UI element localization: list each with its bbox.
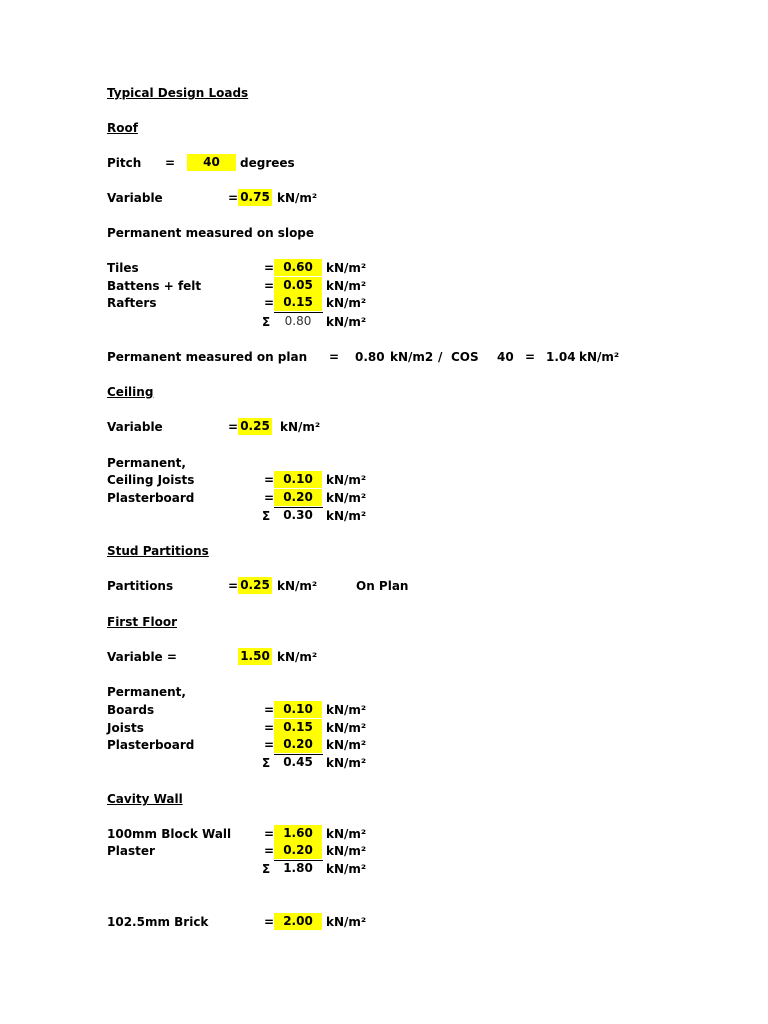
- roof-plan-cos: COS: [451, 350, 479, 364]
- roof-plan-sum: 0.80: [355, 350, 385, 364]
- roof-item-equals: =: [264, 296, 275, 310]
- ceiling-heading: Ceiling: [107, 385, 154, 399]
- first-floor-item-label: Joists: [107, 721, 144, 735]
- roof-sigma: Σ: [262, 315, 271, 329]
- roof-item-equals: =: [264, 279, 275, 293]
- cavity-sum-value: 1.80: [283, 861, 313, 875]
- roof-item-unit: kN/m²: [326, 279, 367, 293]
- cavity-heading: Cavity Wall: [107, 792, 183, 806]
- roof-item-value: 0.60: [274, 259, 322, 276]
- ceiling-item-value: 0.20: [274, 489, 322, 506]
- stud-label: Partitions: [107, 579, 174, 593]
- roof-plan-label: Permanent measured on plan: [107, 350, 308, 364]
- ceiling-item-unit: kN/m²: [326, 491, 367, 505]
- first-floor-item-unit: kN/m²: [326, 721, 367, 735]
- ceiling-perm-label: Permanent,: [107, 456, 186, 470]
- pitch-value: 40: [187, 154, 236, 171]
- first-floor-sum-value: 0.45: [283, 755, 313, 769]
- first-floor-variable-unit: kN/m²: [277, 650, 318, 664]
- cavity-item-value: 0.20: [274, 842, 322, 859]
- first-floor-item-value: 0.10: [274, 701, 322, 718]
- first-floor-sigma: Σ: [262, 756, 271, 770]
- ceiling-item-label: Plasterboard: [107, 491, 195, 505]
- first-floor-item-unit: kN/m²: [326, 738, 367, 752]
- first-floor-item-value: 0.20: [274, 736, 322, 753]
- roof-plan-unit: kN/m2: [390, 350, 434, 364]
- ceiling-sigma: Σ: [262, 509, 271, 523]
- stud-value: 0.25: [238, 577, 272, 594]
- roof-item-label: Rafters: [107, 296, 157, 310]
- ceiling-item-label: Ceiling Joists: [107, 473, 195, 487]
- ceiling-variable-label: Variable: [107, 420, 163, 434]
- cavity-item-equals: =: [264, 844, 275, 858]
- first-floor-sum-unit: kN/m²: [326, 756, 367, 770]
- roof-plan-result: 1.04: [546, 350, 576, 364]
- roof-item-value: 0.05: [274, 277, 322, 294]
- cavity-item-label: 100mm Block Wall: [107, 827, 232, 841]
- first-floor-item-equals: =: [264, 738, 275, 752]
- first-floor-variable-value: 1.50: [238, 648, 272, 665]
- first-floor-item-label: Plasterboard: [107, 738, 195, 752]
- roof-plan-result-equals: =: [525, 350, 536, 364]
- first-floor-perm-label: Permanent,: [107, 685, 186, 699]
- document-title: Typical Design Loads: [107, 86, 249, 100]
- stud-heading: Stud Partitions: [107, 544, 209, 558]
- ceiling-variable-value: 0.25: [238, 418, 272, 435]
- pitch-unit: degrees: [240, 156, 295, 170]
- roof-sum-value: 0.80: [284, 314, 312, 328]
- ceiling-item-equals: =: [264, 491, 275, 505]
- roof-variable-equals: =: [228, 191, 239, 205]
- first-floor-variable-label: Variable =: [107, 650, 177, 664]
- roof-item-equals: =: [264, 261, 275, 275]
- roof-variable-unit: kN/m²: [277, 191, 318, 205]
- first-floor-item-label: Boards: [107, 703, 155, 717]
- brick-label: 102.5mm Brick: [107, 915, 209, 929]
- ceiling-sum-value: 0.30: [283, 508, 313, 522]
- roof-heading: Roof: [107, 121, 138, 135]
- ceiling-variable-unit: kN/m²: [280, 420, 321, 434]
- cavity-item-unit: kN/m²: [326, 827, 367, 841]
- cavity-item-unit: kN/m²: [326, 844, 367, 858]
- roof-item-label: Battens + felt: [107, 279, 202, 293]
- roof-plan-angle: 40: [497, 350, 514, 364]
- ceiling-sum-unit: kN/m²: [326, 509, 367, 523]
- roof-plan-result-unit: kN/m²: [579, 350, 620, 364]
- ceiling-item-value: 0.10: [274, 471, 322, 488]
- roof-plan-slash: /: [438, 350, 443, 364]
- pitch-equals: =: [165, 156, 176, 170]
- brick-value: 2.00: [274, 913, 322, 930]
- ceiling-item-unit: kN/m²: [326, 473, 367, 487]
- stud-note: On Plan: [356, 579, 409, 593]
- roof-item-value: 0.15: [274, 294, 322, 311]
- ceiling-item-equals: =: [264, 473, 275, 487]
- first-floor-item-equals: =: [264, 703, 275, 717]
- brick-unit: kN/m²: [326, 915, 367, 929]
- cavity-item-label: Plaster: [107, 844, 155, 858]
- stud-equals: =: [228, 579, 239, 593]
- brick-equals: =: [264, 915, 275, 929]
- pitch-label: Pitch: [107, 156, 142, 170]
- roof-variable-value: 0.75: [238, 189, 272, 206]
- first-floor-item-unit: kN/m²: [326, 703, 367, 717]
- stud-unit: kN/m²: [277, 579, 318, 593]
- first-floor-heading: First Floor: [107, 615, 178, 629]
- cavity-sigma: Σ: [262, 862, 271, 876]
- roof-item-unit: kN/m²: [326, 296, 367, 310]
- ceiling-variable-equals: =: [228, 420, 239, 434]
- first-floor-item-equals: =: [264, 721, 275, 735]
- roof-sum-unit: kN/m²: [326, 315, 367, 329]
- cavity-sum-unit: kN/m²: [326, 862, 367, 876]
- roof-item-unit: kN/m²: [326, 261, 367, 275]
- cavity-item-value: 1.60: [274, 825, 322, 842]
- first-floor-item-value: 0.15: [274, 719, 322, 736]
- roof-variable-label: Variable: [107, 191, 163, 205]
- roof-plan-equals: =: [329, 350, 340, 364]
- roof-item-label: Tiles: [107, 261, 139, 275]
- roof-perm-slope-label: Permanent measured on slope: [107, 226, 315, 240]
- cavity-item-equals: =: [264, 827, 275, 841]
